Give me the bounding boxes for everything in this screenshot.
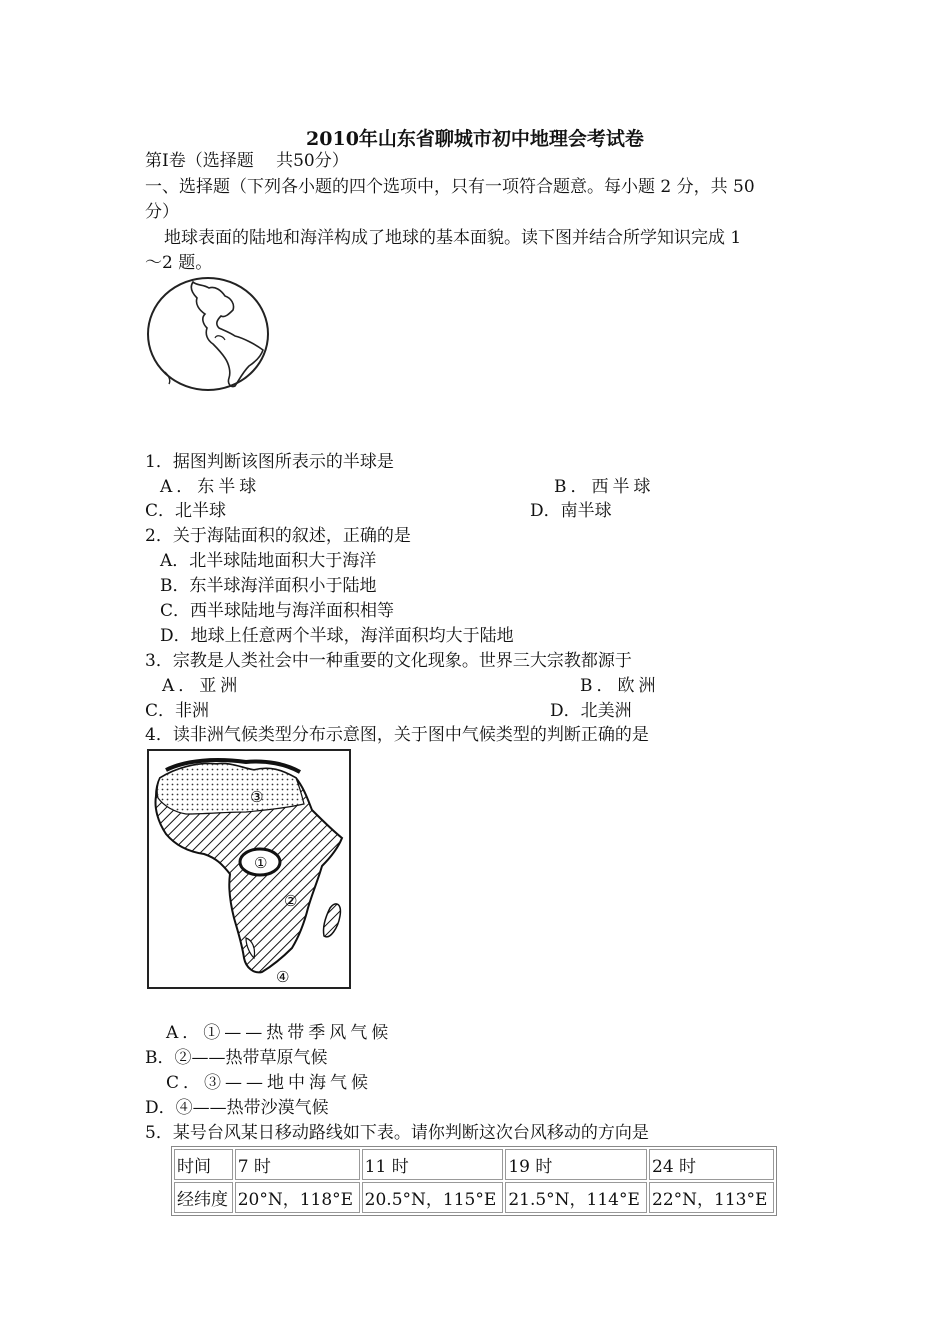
question-3-stem: 3．宗教是人类社会中一种重要的文化现象。世界三大宗教都源于 — [145, 651, 632, 671]
exam-title: 2010年山东省聊城市初中地理会考试卷 — [306, 128, 644, 150]
table-cell: 经纬度 — [174, 1182, 233, 1213]
africa-climate-map — [146, 748, 352, 992]
map-label-4: ④ — [276, 968, 290, 986]
question-4-option-c[interactable]: C．③——地中海气候 — [166, 1073, 373, 1093]
table-cell: 24 时 — [649, 1149, 774, 1180]
typhoon-track-table — [171, 1146, 777, 1216]
table-row — [174, 1182, 774, 1213]
question-4-option-d[interactable]: D．④——热带沙漠气候 — [145, 1098, 329, 1118]
question-1-option-a[interactable]: A．东半球 — [160, 477, 261, 497]
question-2-option-c[interactable]: C．西半球陆地与海洋面积相等 — [160, 601, 395, 621]
question-2-option-b[interactable]: B．东半球海洋面积小于陆地 — [160, 576, 377, 596]
section-heading: 第Ⅰ卷（选择题 共50分） — [145, 151, 349, 171]
question-3-option-c[interactable]: C．非洲 — [145, 701, 210, 721]
question-2-option-d[interactable]: D．地球上任意两个半球，海洋面积均大于陆地 — [160, 626, 514, 646]
question-4-option-a[interactable]: A．①——热带季风气候 — [166, 1023, 393, 1043]
question-2-stem: 2．关于海陆面积的叙述，正确的是 — [145, 526, 411, 546]
intro-line-1: 地球表面的陆地和海洋构成了地球的基本面貌。读下图并结合所学知识完成 1 — [164, 228, 742, 248]
table-cell: 19 时 — [505, 1149, 647, 1180]
map-label-2: ② — [284, 892, 298, 910]
question-3-option-a[interactable]: A．亚洲 — [162, 676, 242, 696]
table-cell: 22°N，113°E — [649, 1182, 774, 1213]
table-cell: 20°N，118°E — [235, 1182, 360, 1213]
question-4-stem: 4．读非洲气候类型分布示意图，关于图中气候类型的判断正确的是 — [145, 725, 649, 745]
question-3-option-d[interactable]: D．北美洲 — [550, 701, 632, 721]
instructions-line-1: 一、选择题（下列各小题的四个选项中，只有一项符合题意。每小题 2 分，共 50 — [145, 177, 755, 197]
question-1-stem: 1．据图判断该图所表示的半球是 — [145, 452, 394, 472]
map-label-3: ③ — [250, 788, 264, 806]
instructions-line-2: 分） — [145, 202, 179, 222]
map-label-1: ① — [254, 854, 268, 872]
table-cell: 11 时 — [362, 1149, 504, 1180]
table-cell: 7 时 — [235, 1149, 360, 1180]
question-4-option-b[interactable]: B．②——热带草原气候 — [145, 1048, 328, 1068]
question-3-option-b[interactable]: B．欧洲 — [580, 676, 660, 696]
table-cell: 20.5°N，115°E — [362, 1182, 504, 1213]
western-hemisphere-globe — [145, 276, 275, 396]
question-1-option-b[interactable]: B．西半球 — [554, 477, 655, 497]
table-cell: 时间 — [174, 1149, 233, 1180]
question-1-option-d[interactable]: D．南半球 — [530, 501, 612, 521]
intro-line-2: ～2 题。 — [145, 253, 213, 273]
table-row — [174, 1149, 774, 1180]
question-2-option-a[interactable]: A．北半球陆地面积大于海洋 — [160, 551, 377, 571]
question-1-option-c[interactable]: C．北半球 — [145, 501, 227, 521]
question-5-stem: 5．某号台风某日移动路线如下表。请你判断这次台风移动的方向是 — [145, 1123, 649, 1143]
table-cell: 21.5°N，114°E — [505, 1182, 647, 1213]
